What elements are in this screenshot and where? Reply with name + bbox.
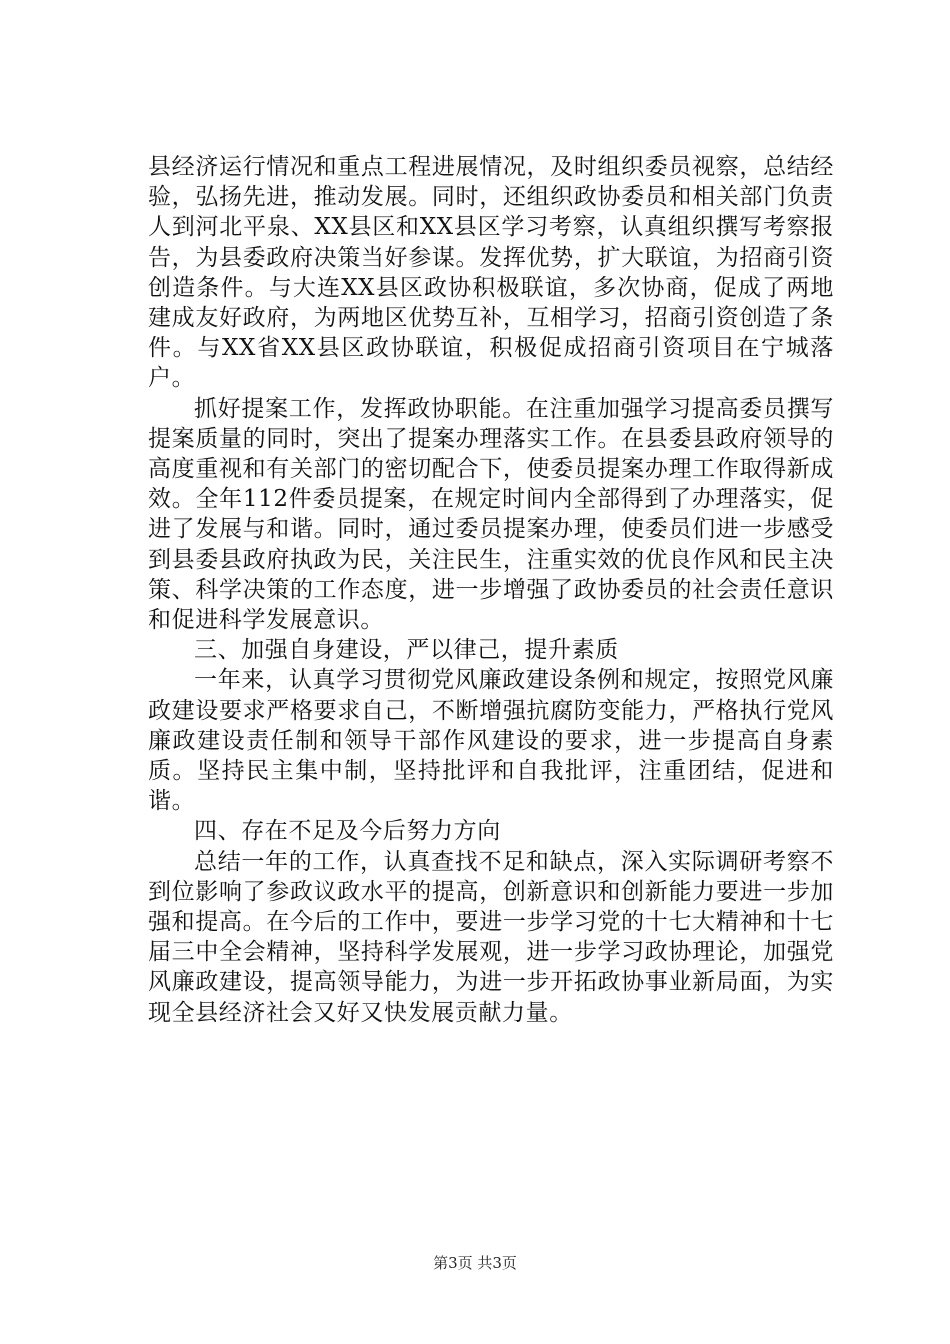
document-body [148, 152, 834, 1028]
paragraph-self-building: 一年来，认真学习贯彻党风廉政建设条例和规定，按照党风廉政建设要求严格要求自己，不断增强抗腐防变能力，严格执行党风廉政建设责任制和领导干部作风建设的要求，进一步提高自身素质。坚持民主集中制，坚持批评和自我批评，注重团结，促进和谐。 [148, 667, 834, 815]
section-heading-shortcomings: 四、存在不足及今后努力方向 [194, 818, 501, 845]
paragraph-exchange-cooperation: 县经济运行情况和重点工程进展情况，及时组织委员视察，总结经验，弘扬先进，推动发展。同时，还组织政协委员和相关部门负责人到河北平泉、XX县区和XX县区学习考察，认真组织撰写考察报告，为县委政府决策当好参谋。发挥优势，扩大联谊，为招商引资创造条件。与大连XX县区政协积极联谊，多次协商，促成了两地建成友好政府，为两地区优势互补，互相学习，招商引资创造了条件。与XX省XX县区政协联谊，积极促成招商引资项目在宁城落户。 [148, 154, 834, 392]
section-heading-self-building: 三、加强自身建设，严以律己，提升素质 [194, 637, 619, 664]
paragraph-proposal-work: 抓好提案工作，发挥政协职能。在注重加强学习提高委员撰写提案质量的同时，突出了提案办理落实工作。在县委县政府领导的高度重视和有关部门的密切配合下，使委员提案办理工作取得新成效。全年112件委员提案，在规定时间内全部得到了办理落实，促进了发展与和谐。同时，通过委员提案办理，使委员们进一步感受到县委县政府执政为民，关注民生，注重实效的优良作风和民主决策、科学决策的工作态度，进一步增强了政协委员的社会责任意识和促进科学发展意识。 [148, 395, 834, 634]
paragraph-shortcomings: 总结一年的工作，认真查找不足和缺点，深入实际调研考察不到位影响了参政议政水平的提高，创新意识和创新能力要进一步加强和提高。在今后的工作中，要进一步学习党的十七大精神和十七届三中全会精神，坚持科学发展观，进一步学习政协理论，加强党风廉政建设，提高领导能力，为进一步开拓政协事业新局面，为实现全县经济社会又好又快发展贡献力量。 [148, 848, 834, 1026]
page-number-footer: 第3页 共3页 [433, 1254, 517, 1272]
